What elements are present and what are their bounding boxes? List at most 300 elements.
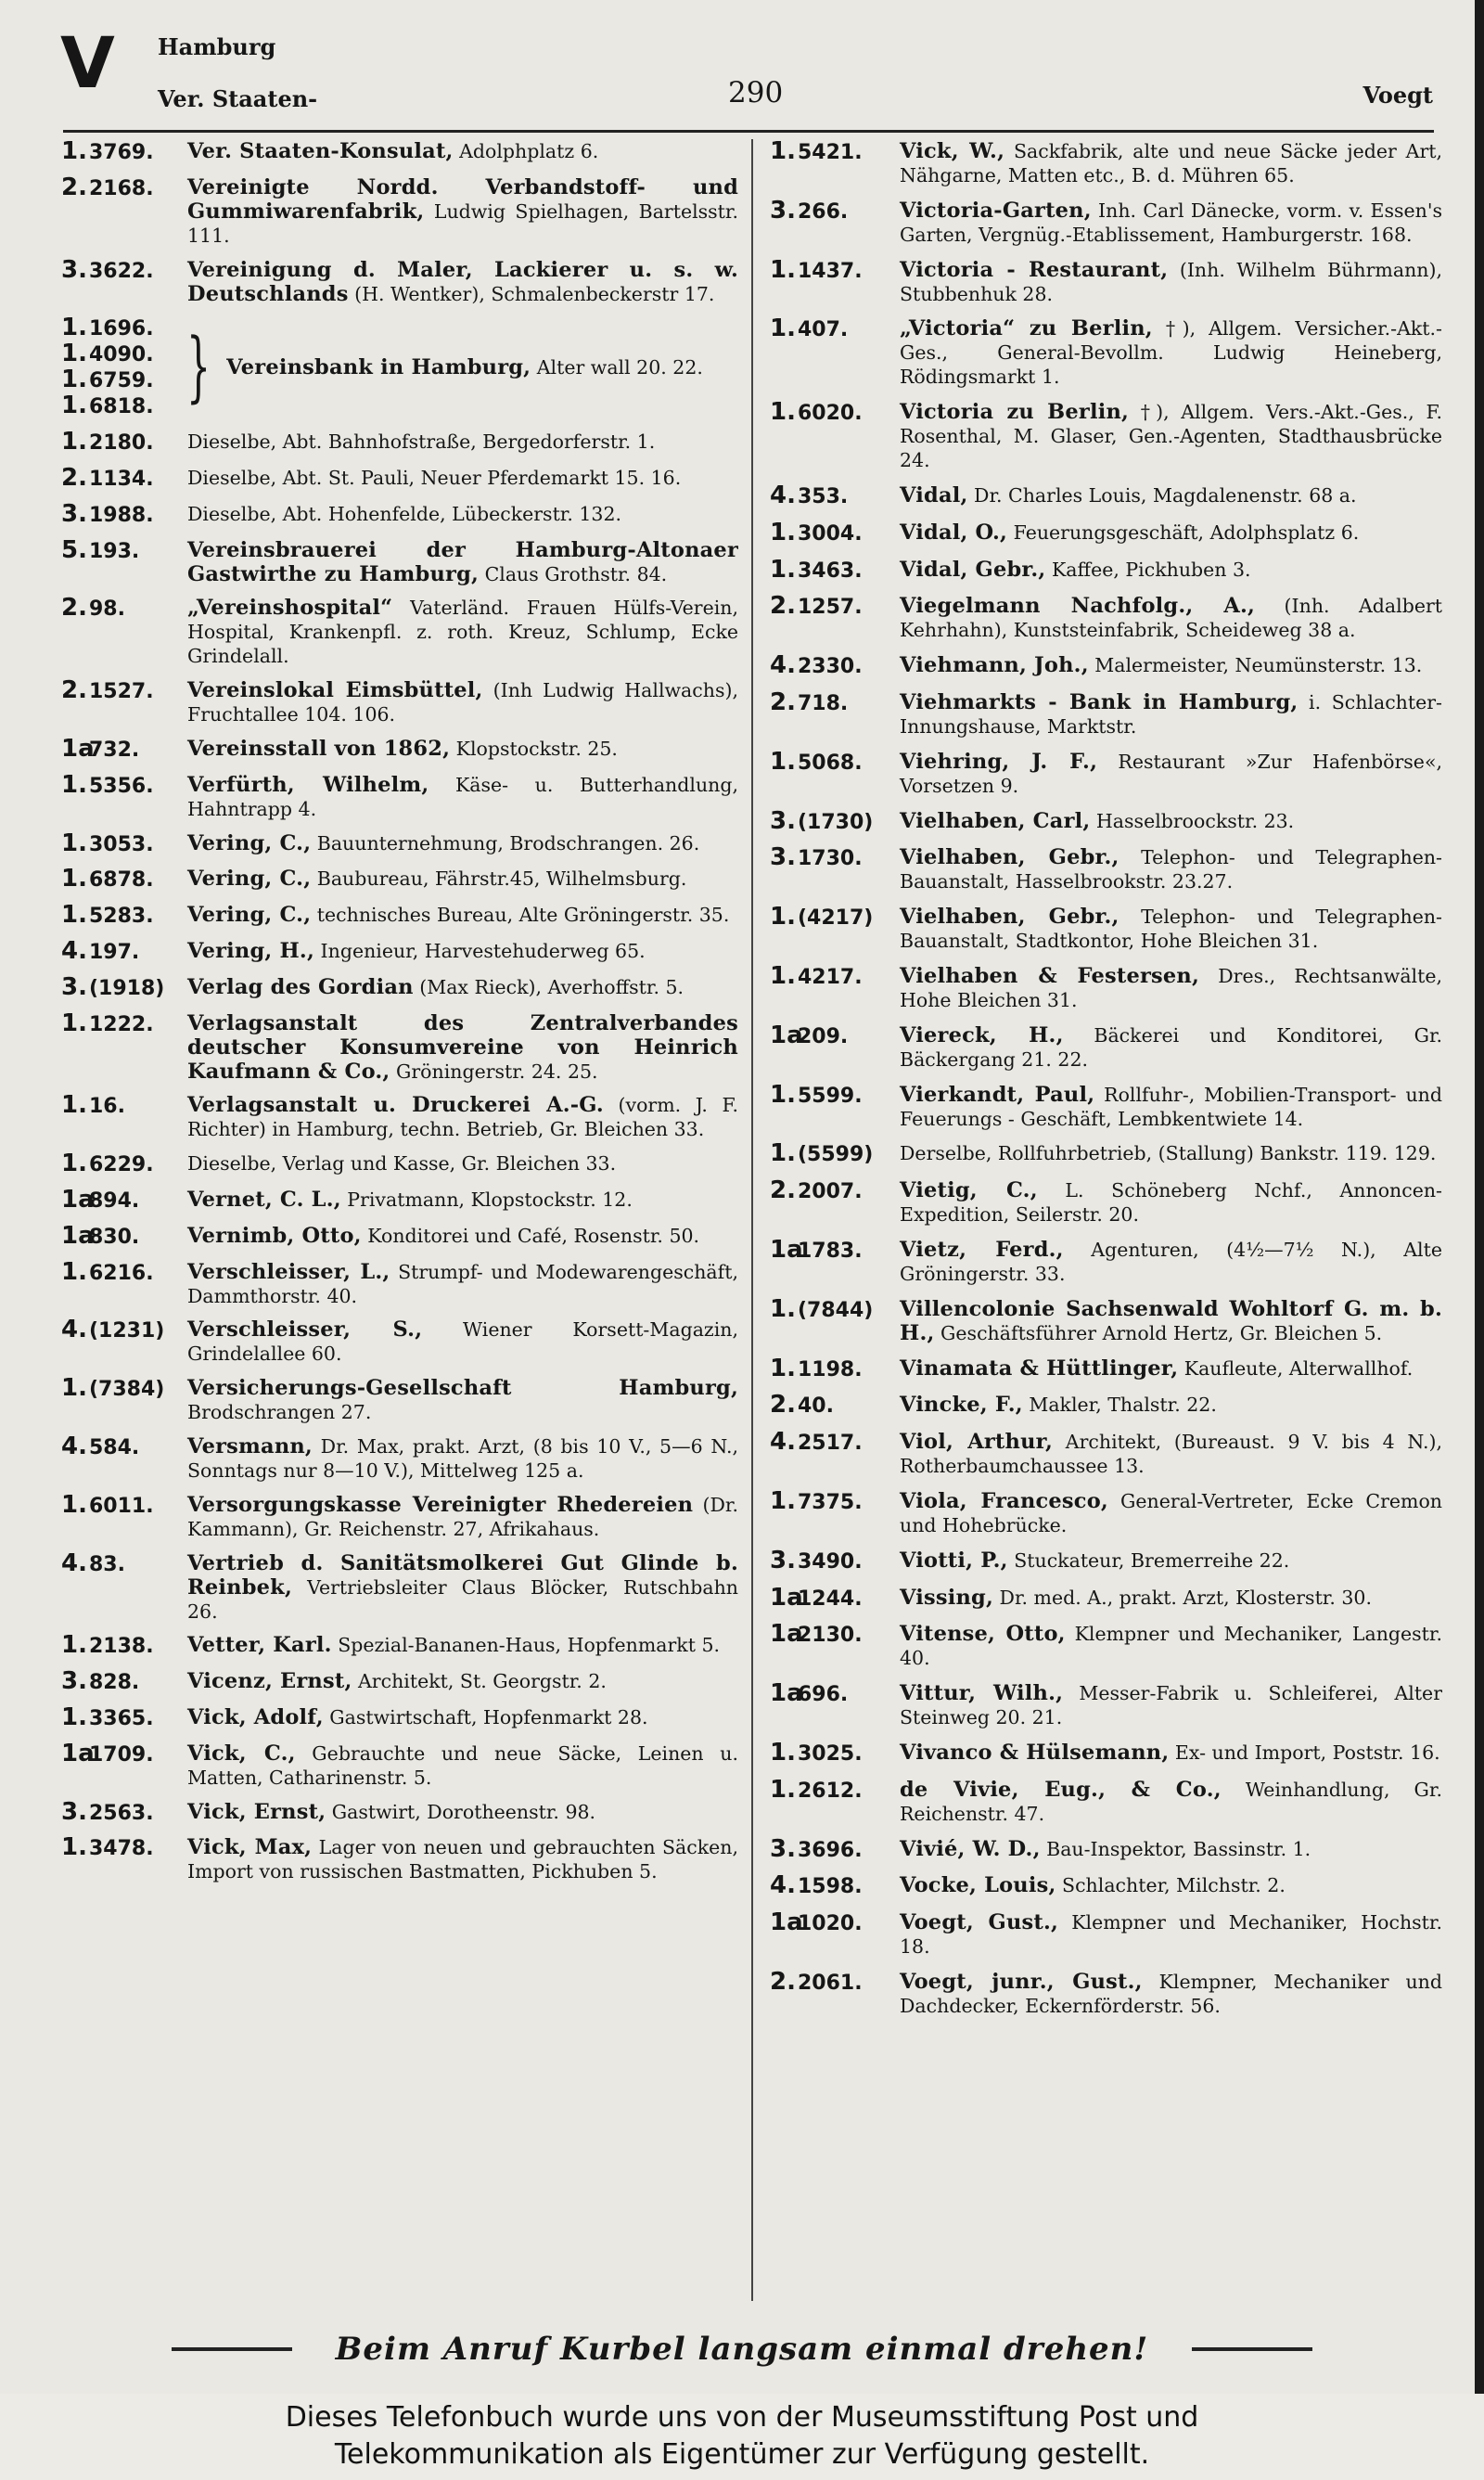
header-range-start: Ver. Staaten-: [158, 85, 318, 112]
directory-entry: [61, 770, 738, 821]
entry-text: [900, 1622, 1442, 1670]
entry-details: †), Allgem. Vers.-Akt.-Ges., F. Rosenthal, M. Glaser, Gen.-Agenten, Stadthausbrücke 24.: [900, 401, 1442, 472]
entry-text: [187, 903, 738, 927]
entry-text: [187, 1011, 738, 1084]
subscriber-number: (1730): [798, 810, 874, 834]
entry-details: L. Schöneberg Nchf., Annoncen-Expedition, Seilerstr. 20.: [900, 1179, 1442, 1227]
entry-name: Victoria zu Berlin,: [900, 400, 1130, 425]
exchange-code: 1.: [770, 555, 796, 584]
entry-details: Baubureau, Fährstr.45, Wilhelmsburg.: [311, 867, 687, 891]
phone-number: [61, 1093, 187, 1119]
exchange-code: 1.: [770, 1738, 796, 1767]
directory-entry: [61, 1741, 738, 1790]
scan-edge: [1475, 0, 1484, 2394]
subscriber-number: 6878.: [89, 868, 154, 893]
subscriber-number: 1709.: [89, 1742, 154, 1767]
entry-text: [900, 483, 1442, 508]
entry-details: Lager von neuen und gebrauchten Säcken, Import von russischen Bastmatten, Pickhuben 5.: [187, 1836, 738, 1883]
phone-number: [61, 1669, 187, 1695]
phone-number: [770, 1294, 900, 1323]
entry-name: Victoria-Garten,: [900, 198, 1092, 223]
subscriber-number: 3622.: [89, 259, 154, 283]
exchange-code: 1.: [61, 1009, 87, 1037]
entry-text: [187, 1188, 738, 1212]
directory-entry: [770, 1681, 1442, 1729]
phone-number: [770, 687, 900, 716]
entry-name: Vereinslokal Eimsbüttel,: [187, 678, 483, 703]
exchange-code: 3.: [61, 1667, 87, 1696]
directory-entry: [770, 1178, 1442, 1227]
entry-text: [900, 1297, 1442, 1345]
entry-details: Privatmann, Klopstockstr. 12.: [340, 1188, 633, 1211]
exchange-code: 1a: [770, 1620, 803, 1649]
directory-entry: [61, 596, 738, 668]
subscriber-number: 5599.: [798, 1084, 863, 1108]
entry-text: [187, 258, 738, 306]
exchange-code: 1.: [61, 428, 87, 456]
entry-text: [900, 400, 1442, 472]
entry-details: (Inh. Adalbert Kehrhahn), Kunststeinfabrik, Scheideweg 38 a.: [900, 595, 1442, 642]
entry-details: Malermeister, Neumünsterstr. 13.: [1088, 654, 1423, 677]
credit-line-1: Dieses Telefonbuch wurde uns von der Museumsstiftung Post und: [285, 2401, 1199, 2434]
phone-number: [61, 1633, 187, 1659]
subscriber-number: 6818.: [89, 395, 154, 419]
exchange-code: 4.: [61, 1316, 87, 1344]
entry-details: Kaufleute, Alterwallhof.: [1178, 1356, 1414, 1380]
exchange-code: 3.: [61, 1797, 87, 1826]
exchange-code: 1a: [770, 1021, 803, 1049]
entry-details: Restaurant »Zur Hafenbörse«, Vorsetzen 9.: [900, 750, 1442, 797]
subscriber-number: 6020.: [798, 402, 863, 426]
exchange-code: 1.: [61, 1257, 87, 1286]
subscriber-number: 40.: [798, 1394, 834, 1419]
phone-number: [770, 1967, 900, 1996]
exchange-code: 3.: [61, 499, 87, 528]
exchange-code: 1a: [61, 1185, 95, 1214]
directory-entry: [770, 555, 1442, 584]
entry-text: [187, 831, 738, 855]
entry-name: Vetter, Karl.: [187, 1633, 332, 1658]
entry-text: [187, 737, 738, 761]
entry-name: Verfürth, Wilhelm,: [187, 772, 429, 797]
entry-text: [900, 1548, 1442, 1573]
entry-details: Dres., Rechtsanwälte, Hohe Bleichen 31.: [900, 964, 1442, 1011]
directory-entry: [61, 972, 738, 1001]
phone-number: [61, 770, 187, 799]
phone-number: [61, 1376, 187, 1402]
entry-name: Viehring, J. F.,: [900, 749, 1098, 774]
subscriber-number: 5068.: [798, 751, 863, 775]
subscriber-number: 718.: [798, 691, 849, 715]
subscriber-number: 197.: [89, 940, 140, 964]
entry-name: Vincke, F.,: [900, 1393, 1023, 1418]
entry-name: Ver. Staaten-Konsulat,: [187, 139, 454, 163]
exchange-code: 4.: [61, 1548, 87, 1577]
entry-name: Vielhaben, Gebr.,: [900, 845, 1119, 870]
exchange-code: 1.: [61, 829, 87, 857]
entry-details: Dieselbe, Verlag und Kasse, Gr. Bleichen 33.: [187, 1152, 617, 1176]
entry-name: Vereinsbrauerei der Hamburg-Altonaer Gastwirthe zu Hamburg,: [187, 537, 738, 586]
directory-entry: [770, 806, 1442, 835]
entry-text: [900, 520, 1442, 545]
exchange-code: 2.: [770, 687, 796, 716]
entry-details: Konditorei und Café, Rosenstr. 50.: [361, 1224, 700, 1247]
entry-name: Vielhaben & Festersen,: [900, 963, 1200, 988]
phone-number: [61, 1548, 187, 1577]
directory-entry: [770, 1834, 1442, 1863]
entry-name: Voegt, junr., Gust.,: [900, 1969, 1143, 1994]
directory-entry: [770, 483, 1442, 509]
entry-name: Vicenz, Ernst,: [187, 1669, 352, 1694]
directory-entry: [770, 653, 1442, 679]
entry-details: Wiener Korsett-Magazin, Grindelallee 60.: [187, 1318, 738, 1366]
subscriber-number: 5356.: [89, 774, 154, 798]
entry-name: Vick, Ernst,: [187, 1799, 326, 1824]
header-range-end: Voegt: [1362, 82, 1433, 109]
entry-details: Gastwirtschaft, Hopfenmarkt 28.: [323, 1705, 648, 1728]
entry-details: Käse- u. Butterhandlung, Hahntrapp 4.: [187, 773, 738, 820]
entry-name: Vietig, C.,: [900, 1178, 1038, 1203]
entry-text: [900, 690, 1442, 739]
phone-number: [61, 903, 187, 929]
entry-details: Dr. med. A., prakt. Arzt, Klosterstr. 30.: [993, 1586, 1372, 1609]
entry-name: Verlagsanstalt des Zentralverbandes deutscher Konsumvereine von Heinrich Kaufmann & Co.,: [187, 1010, 738, 1084]
exchange-code: 4.: [770, 1871, 796, 1900]
phone-number: [770, 961, 900, 990]
entry-text: [187, 1224, 738, 1248]
exchange-code: 1.: [61, 865, 87, 893]
directory-entry: [770, 196, 1442, 247]
exchange-code: 1a: [61, 1739, 95, 1767]
entry-name: Versicherungs-Gesellschaft Hamburg,: [187, 1376, 738, 1401]
entry-text: [900, 1741, 1442, 1765]
directory-entry: [61, 867, 738, 893]
entry-details: Klempner, Mechaniker und Dachdecker, Eckernförderstr. 56.: [900, 1970, 1442, 2017]
subscriber-number: 6759.: [89, 369, 154, 393]
brace-glyph: }: [186, 323, 211, 412]
entry-details: Dieselbe, Abt. Hohenfelde, Lübeckerstr. 132.: [187, 502, 622, 525]
phone-number: [770, 255, 900, 284]
exchange-code: 1.: [770, 398, 796, 427]
entry-name: Viola, Francesco,: [900, 1488, 1108, 1513]
entry-text: [900, 1873, 1442, 1897]
subscriber-number: 696.: [798, 1683, 849, 1707]
directory-entry: [770, 1294, 1442, 1345]
subscriber-number: 830.: [89, 1225, 140, 1249]
entry-details: Schlachter, Milchstr. 2.: [1055, 1874, 1286, 1897]
subscriber-number: 98.: [89, 598, 125, 622]
entry-text: [900, 1141, 1442, 1165]
phone-number: [61, 678, 187, 704]
entry-text: [900, 1586, 1442, 1610]
phone-number: [61, 831, 187, 857]
entry-text: [187, 1093, 738, 1141]
page-number: 290: [728, 76, 784, 109]
entry-text: [187, 175, 738, 248]
entry-details: Bau-Inspektor, Bassinstr. 1.: [1040, 1837, 1311, 1860]
entry-details: Ingenieur, Harvestehuderweg 65.: [314, 939, 646, 962]
phone-number: [770, 1356, 900, 1382]
entry-details: Gebrauchte und neue Säcke, Leinen u. Matten, Catharinenstr. 5.: [187, 1741, 738, 1789]
entry-text: [187, 773, 738, 821]
phone-number: [61, 499, 187, 528]
exchange-code: 1.: [770, 961, 796, 990]
entry-name: Verschleisser, S.,: [187, 1317, 423, 1343]
phone-number: [61, 1221, 187, 1250]
directory-entry: [770, 1235, 1442, 1286]
exchange-code: 2.: [770, 592, 796, 621]
entry-text: [187, 1835, 738, 1883]
phone-number: [770, 1080, 900, 1109]
entry-name: Versmann,: [187, 1433, 313, 1458]
exchange-code: 4.: [770, 651, 796, 680]
directory-entry: [770, 1356, 1442, 1382]
entry-text: [900, 845, 1442, 893]
exchange-code: 1.: [770, 255, 796, 284]
entry-name: Viotti, P.,: [900, 1548, 1008, 1573]
entry-details: Feuerungsgeschäft, Adolphsplatz 6.: [1007, 520, 1360, 544]
entry-name: Vick, C.,: [187, 1741, 296, 1766]
phone-number: [770, 139, 900, 165]
subscriber-number: 1020.: [798, 1912, 863, 1936]
directory-entry: [61, 1548, 738, 1624]
entry-text: [187, 430, 738, 454]
phone-number: [770, 1235, 900, 1264]
directory-entry: [770, 400, 1442, 472]
subscriber-number: 1783.: [798, 1239, 863, 1263]
entry-name: Vernimb, Otto,: [187, 1223, 362, 1248]
entry-text: [900, 653, 1442, 677]
entry-text: [900, 1430, 1442, 1478]
subscriber-number: (5599): [798, 1143, 874, 1167]
left-column: [61, 139, 738, 2306]
directory-entry: [770, 1430, 1442, 1478]
exchange-code: 1.: [770, 1139, 796, 1168]
entry-text: [187, 1800, 738, 1824]
page-header: [60, 21, 1433, 130]
entry-text: [187, 1376, 738, 1424]
directory-entry: [61, 255, 738, 306]
exchange-code: 1.: [61, 366, 87, 394]
entry-text: [900, 1778, 1442, 1826]
phone-number: [770, 1873, 900, 1899]
phone-number: [770, 1430, 900, 1456]
phone-number: [61, 393, 174, 419]
subscriber-number: 2007.: [798, 1180, 863, 1204]
entry-details: Dr. Max, prakt. Arzt, (8 bis 10 V., 5—6 N., Sonntags nur 8—10 V.), Mittelweg 125 a.: [187, 1434, 738, 1482]
subscriber-number: 3025.: [798, 1741, 863, 1766]
phone-number: [770, 1548, 900, 1574]
entry-text: [900, 905, 1442, 953]
entry-text: [187, 1317, 738, 1366]
subscriber-number: 193.: [89, 539, 140, 563]
exchange-code: 1.: [61, 340, 87, 368]
footer-rule-right: [1192, 2347, 1312, 2351]
subscriber-number: 2061.: [798, 1971, 863, 1995]
phone-number: [770, 1486, 900, 1515]
subscriber-number: 3490.: [798, 1549, 863, 1574]
subscriber-number: (7844): [798, 1298, 874, 1322]
entry-details: Geschäftsführer Arnold Hertz, Gr. Bleichen 5.: [934, 1321, 1383, 1344]
phone-number: [61, 463, 187, 492]
exchange-code: 2.: [770, 1176, 796, 1205]
exchange-code: 3.: [770, 1546, 796, 1574]
entry-details: Ludwig Spielhagen, Bartelsstr. 111.: [187, 199, 738, 247]
entry-text: [187, 939, 738, 963]
subscriber-number: 894.: [89, 1189, 140, 1213]
entry-details: Spezial-Bananen-Haus, Hopfenmarkt 5.: [331, 1634, 721, 1657]
directory-entry: [770, 905, 1442, 953]
entry-name: Vielhaben, Carl,: [900, 808, 1091, 833]
subscriber-number: 6216.: [89, 1261, 154, 1285]
subscriber-number: 2330.: [798, 655, 863, 679]
entry-name: Victoria - Restaurant,: [900, 257, 1169, 282]
section-letter: V: [60, 21, 115, 104]
directory-entry: [770, 1622, 1442, 1670]
entry-text: [187, 1669, 738, 1693]
directory-entry: [770, 687, 1442, 739]
directory-entry: [770, 1023, 1442, 1072]
phone-number: [61, 1257, 187, 1286]
entry-details: Klempner und Mechaniker, Hochstr. 18.: [900, 1911, 1442, 1959]
phone-number: [770, 905, 900, 931]
entry-text: [187, 1151, 738, 1176]
exchange-code: 4.: [770, 1428, 796, 1457]
directory-entry: [61, 430, 738, 456]
entry-details: Vaterländ. Frauen Hülfs-Verein, Hospital, Krankenpfl. z. roth. Kreuz, Schlump, Ecke Grindelall.: [187, 597, 738, 668]
subscriber-number: 1134.: [89, 467, 154, 491]
phone-number: [61, 1185, 187, 1214]
subscriber-number: 1198.: [798, 1357, 863, 1381]
entry-name: Vering, C.,: [187, 903, 312, 928]
phone-number: [61, 1705, 187, 1731]
phone-number: [61, 936, 187, 965]
subscriber-number: 2563.: [89, 1801, 154, 1825]
subscriber-number: (7384): [89, 1378, 165, 1402]
entry-text: [187, 867, 738, 891]
exchange-code: 3.: [770, 1834, 796, 1863]
entry-details: Kaffee, Pickhuben 3.: [1045, 558, 1251, 581]
directory-entry: [770, 1486, 1442, 1537]
entry-name: Vivié, W. D.,: [900, 1836, 1041, 1861]
exchange-code: 1.: [770, 1486, 796, 1515]
entry-name: Vierkandt, Paul,: [900, 1082, 1095, 1107]
directory-entry: [770, 1393, 1442, 1419]
entry-text: [187, 466, 738, 490]
exchange-code: 3.: [61, 255, 87, 284]
right-column: [770, 139, 1442, 2306]
directory-entry: [61, 499, 738, 528]
entry-name: Versorgungskasse Vereinigter Rhedereien: [187, 1492, 694, 1517]
phone-number: [61, 1011, 187, 1037]
exchange-code: 2.: [770, 1967, 796, 1996]
subscriber-number: 209.: [798, 1024, 849, 1048]
subscriber-number: 3478.: [89, 1837, 154, 1861]
exchange-code: 1.: [770, 1354, 796, 1382]
subscriber-number: 5283.: [89, 905, 154, 929]
entry-text: [900, 594, 1442, 642]
directory-entry: [61, 1797, 738, 1826]
entry-details: Weinhandlung, Gr. Reichenstr. 47.: [900, 1778, 1442, 1825]
entry-text: [900, 1393, 1442, 1417]
directory-entry: [61, 1151, 738, 1177]
phone-number: [770, 316, 900, 342]
directory-entry: [61, 1317, 738, 1366]
phone-number: [770, 1141, 900, 1167]
entry-name: Verlag des Gordian: [187, 974, 414, 999]
exchange-code: 4.: [770, 481, 796, 509]
directory-entry: [770, 139, 1442, 187]
directory-entry: [61, 734, 738, 763]
exchange-code: 1.: [61, 1374, 87, 1403]
entry-details: Bauunternehmung, Brodschrangen. 26.: [311, 831, 700, 855]
entry-details: Vertriebsleiter Claus Blöcker, Rutschbahn 26.: [187, 1575, 738, 1623]
entry-details: Dieselbe, Abt. St. Pauli, Neuer Pferdemarkt 15. 16.: [187, 466, 682, 489]
exchange-code: 3.: [770, 196, 796, 225]
entry-details: (H. Wentker), Schmalenbeckerstr 17.: [348, 282, 715, 305]
entry-text: [900, 1910, 1442, 1959]
directory-entry: [61, 831, 738, 857]
directory-entry: [770, 1738, 1442, 1767]
directory-entry: [770, 1873, 1442, 1899]
entry-details: Derselbe, Rollfuhrbetrieb, (Stallung) Bankstr. 119. 129.: [900, 1142, 1437, 1165]
entry-details: General-Vertreter, Ecke Cremon und Hohebrücke.: [900, 1489, 1442, 1536]
entry-text: [187, 1434, 738, 1483]
subscriber-number: 1257.: [798, 596, 863, 620]
phone-number: [61, 734, 187, 763]
phone-number: [61, 1317, 187, 1343]
entry-name: Vick, Max,: [187, 1835, 313, 1860]
exchange-code: 1.: [61, 1703, 87, 1731]
entry-details: Brodschrangen 27.: [187, 1401, 372, 1424]
exchange-code: 1.: [61, 392, 87, 420]
directory-entry: [61, 1434, 738, 1483]
phone-number: [61, 1151, 187, 1177]
entry-text: [187, 1633, 738, 1657]
footer-slogan: Beim Anruf Kurbel langsam einmal drehen!: [335, 2331, 1149, 2368]
entry-details: Klempner und Mechaniker, Langestr. 40.: [900, 1623, 1442, 1670]
directory-entry: [61, 175, 738, 248]
header-city: Hamburg: [158, 33, 276, 60]
entry-text: [187, 596, 738, 668]
exchange-code: 1a: [61, 1221, 95, 1250]
directory-entry: [770, 255, 1442, 306]
entry-name: Vering, H.,: [187, 938, 314, 963]
entry-text: [900, 1970, 1442, 2018]
directory-entry: [770, 1910, 1442, 1959]
directory-entry: [770, 1583, 1442, 1612]
directory-entry: [770, 316, 1442, 389]
entry-text: [187, 1741, 738, 1790]
entry-details: Stuckateur, Bremerreihe 22.: [1007, 1548, 1290, 1572]
phone-number: [61, 596, 187, 622]
entry-name: Vereinigung d. Maler, Lackierer u. s. w. Deutschlands: [187, 257, 738, 306]
directory-entry: [770, 520, 1442, 546]
subscriber-number: 3053.: [89, 832, 154, 856]
phone-number: [770, 806, 900, 835]
phone-number: [61, 535, 187, 564]
entry-text: [900, 964, 1442, 1012]
entry-name: Vidal, Gebr.,: [900, 557, 1046, 582]
entry-details: Dieselbe, Abt. Bahnhofstraße, Bergedorferstr. 1.: [187, 430, 656, 454]
entry-name: Vereinsstall von 1862,: [187, 736, 451, 761]
entry-details: i. Schlachter-Innungshause, Marktstr.: [900, 690, 1442, 738]
directory-entry: [770, 1548, 1442, 1574]
subscriber-number: 4217.: [798, 965, 863, 989]
exchange-code: 1.: [61, 770, 87, 799]
subscriber-number: 1988.: [89, 503, 154, 527]
subscriber-number: 5421.: [798, 141, 863, 164]
